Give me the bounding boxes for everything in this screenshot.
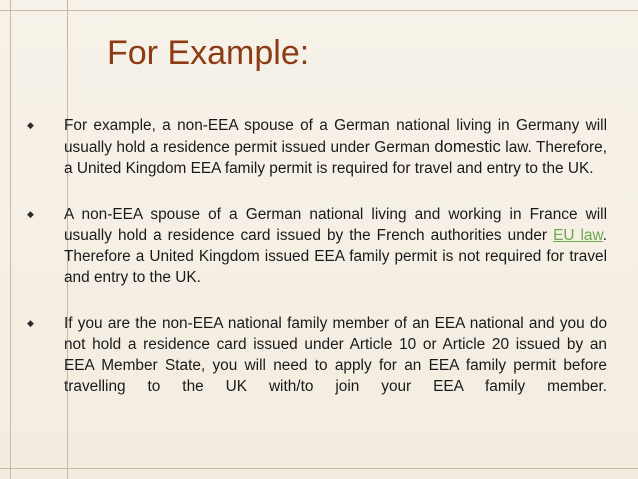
eu-law-link[interactable]: EU law (553, 227, 603, 244)
bullet-text-2 (64, 204, 607, 288)
bullet-text-2-part-2: . Therefore a United Kingdom issued EEA family permit is not required for travel and entry to the UK. (64, 227, 608, 286)
diamond-bullet-icon: ◆ (27, 318, 34, 328)
slide-title: For Example: (107, 34, 310, 72)
decorative-top-border (0, 10, 638, 11)
bullet-item-3 (27, 313, 607, 397)
bullet-text-1 (64, 115, 607, 179)
bullet-text-1-emphasis: domestic (434, 137, 501, 156)
bullet-list (27, 115, 607, 422)
bullet-text-1-part-2: law. Therefore, a United Kingdom EEA family permit is required for travel and entry to the UK. (64, 139, 608, 177)
bullet-text-1-part-1: For example, a non-EEA spouse of a German national living in Germany will usually hold a residence permit issued under German (64, 117, 607, 156)
bullet-item-1 (27, 115, 607, 179)
bullet-text-2-part-1: A non-EEA spouse of a German national living and working in France will usually hold a residence card issued by the French authorities under (64, 206, 607, 244)
decorative-bottom-border (0, 468, 638, 469)
diamond-bullet-icon: ◆ (27, 209, 34, 219)
bullet-item-2 (27, 204, 607, 288)
diamond-bullet-icon: ◆ (27, 120, 34, 130)
bullet-text-3: If you are the non-EEA national family member of an EEA national and you do not hold a residence card issued under Article 10 or Article 20 issued by an EEA Member State, you will need to apply for an EEA family permit before travelling to the UK with/to join your EEA family member. (64, 315, 607, 395)
